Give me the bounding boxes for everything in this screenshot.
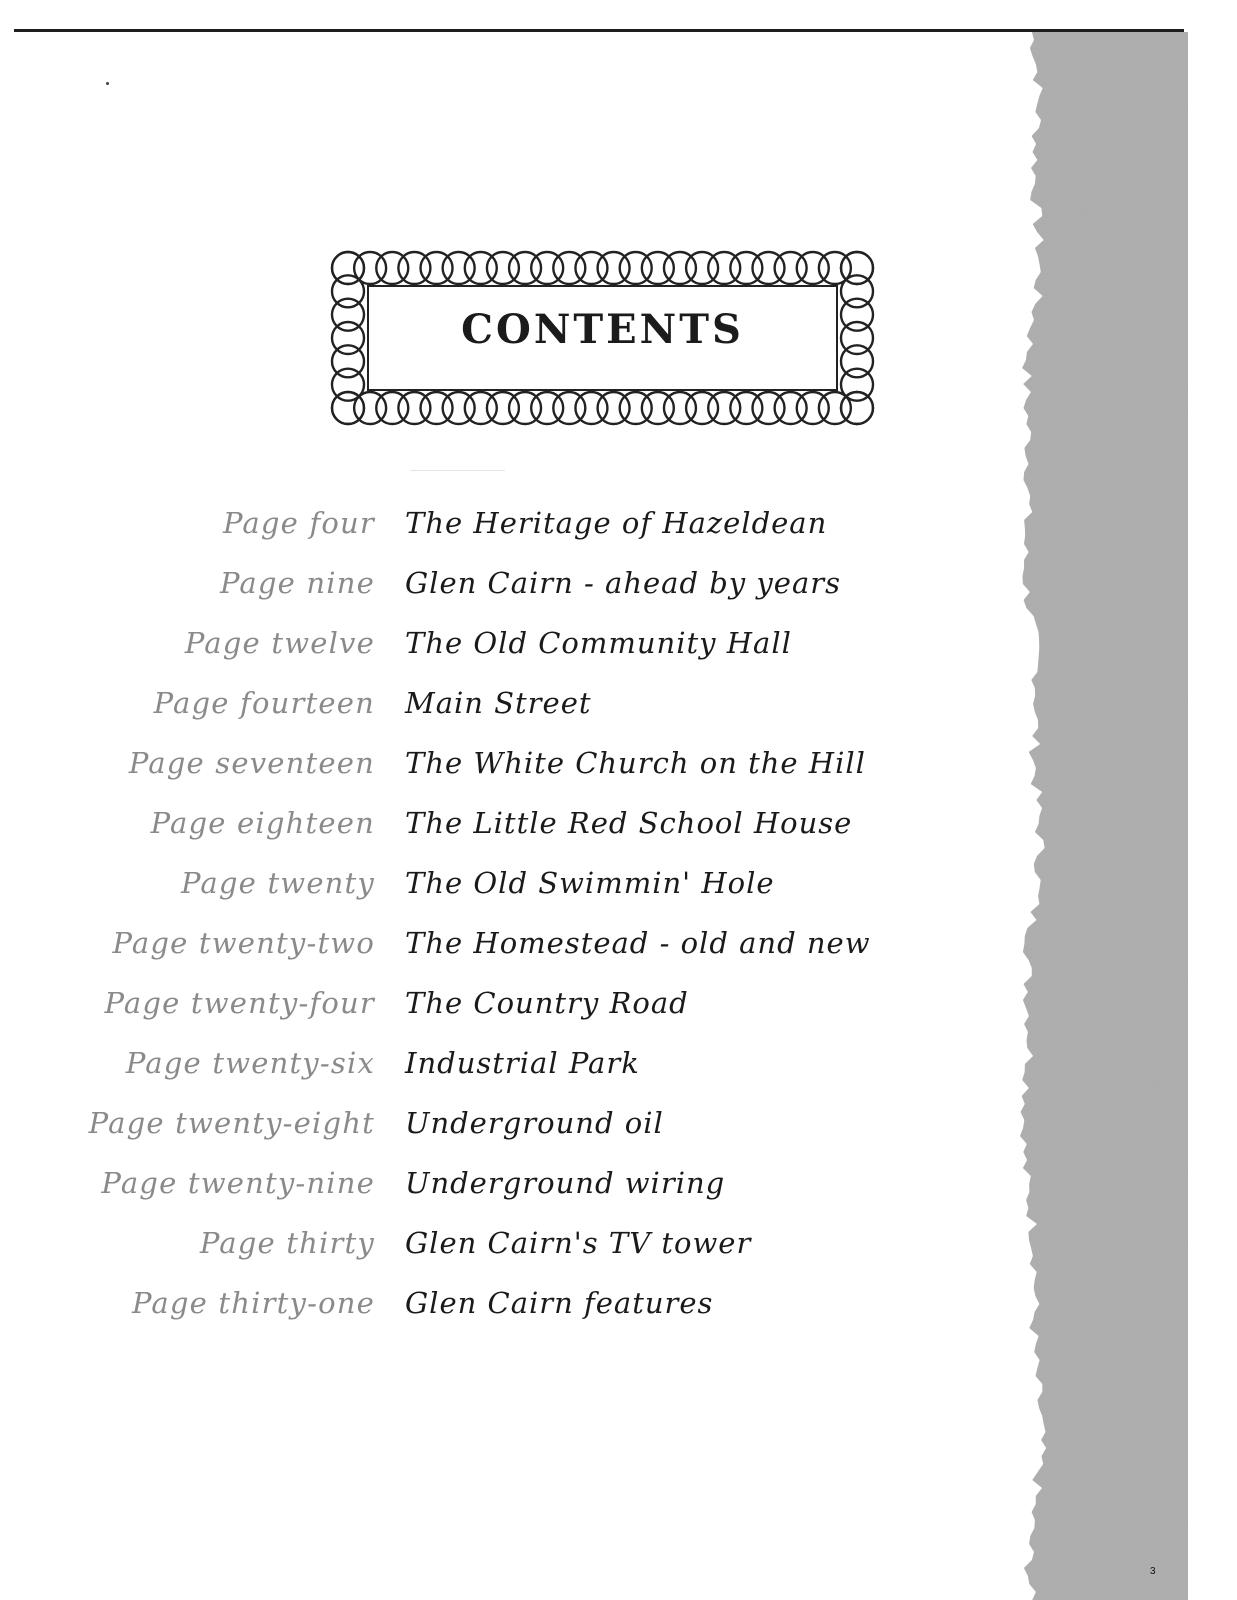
toc-title: The Old Swimmin' Hole bbox=[405, 866, 775, 900]
divider bbox=[410, 470, 505, 471]
toc-page-label: Page thirty bbox=[199, 1226, 375, 1260]
print-speck bbox=[106, 82, 109, 85]
toc-page-label: Page fourteen bbox=[153, 686, 375, 720]
toc-page-label: Page nine bbox=[219, 566, 375, 600]
toc-entry[interactable] bbox=[0, 1220, 1000, 1280]
toc-title: The Little Red School House bbox=[405, 806, 853, 840]
toc-page-label: Page twelve bbox=[184, 626, 375, 660]
toc-entry[interactable] bbox=[0, 560, 1000, 620]
page-number: 3 bbox=[1150, 1566, 1156, 1577]
toc-entry[interactable] bbox=[0, 920, 1000, 980]
toc-entry[interactable] bbox=[0, 1100, 1000, 1160]
toc-entry[interactable] bbox=[0, 620, 1000, 680]
toc-title: The Old Community Hall bbox=[405, 626, 792, 660]
contents-heading: CONTENTS bbox=[461, 306, 744, 353]
toc-entry[interactable] bbox=[0, 500, 1000, 560]
toc-title: The Country Road bbox=[405, 986, 689, 1020]
toc-title: The Heritage of Hazeldean bbox=[405, 506, 828, 540]
toc-page-label: Page twenty-two bbox=[112, 926, 375, 960]
toc-title: Glen Cairn's TV tower bbox=[405, 1226, 752, 1260]
toc-entry[interactable] bbox=[0, 980, 1000, 1040]
toc-title: Underground oil bbox=[405, 1106, 664, 1140]
toc-title: Main Street bbox=[405, 686, 592, 720]
toc-page-label: Page twenty-six bbox=[125, 1046, 375, 1080]
toc-title: The White Church on the Hill bbox=[405, 746, 866, 780]
toc-page-label: Page twenty-nine bbox=[101, 1166, 375, 1200]
toc-title: Underground wiring bbox=[405, 1166, 726, 1200]
toc-entry[interactable] bbox=[0, 800, 1000, 860]
toc-title: The Homestead - old and new bbox=[405, 926, 871, 960]
table-of-contents bbox=[0, 500, 1000, 1340]
toc-page-label: Page eighteen bbox=[150, 806, 375, 840]
toc-page-label: Page twenty bbox=[181, 866, 375, 900]
toc-entry[interactable] bbox=[0, 1160, 1000, 1220]
toc-entry[interactable] bbox=[0, 1280, 1000, 1340]
toc-entry[interactable] bbox=[0, 1040, 1000, 1100]
toc-entry[interactable] bbox=[0, 860, 1000, 920]
toc-page-label: Page seventeen bbox=[128, 746, 375, 780]
toc-page-label: Page twenty-four bbox=[104, 986, 375, 1020]
toc-page-label: Page thirty-one bbox=[131, 1286, 375, 1320]
toc-title: Glen Cairn - ahead by years bbox=[405, 566, 841, 600]
torn-paper-strip bbox=[1018, 32, 1188, 1600]
toc-page-label: Page twenty-eight bbox=[88, 1106, 375, 1140]
toc-entry[interactable] bbox=[0, 680, 1000, 740]
toc-title: Industrial Park bbox=[405, 1046, 640, 1080]
toc-entry[interactable] bbox=[0, 740, 1000, 800]
toc-page-label: Page four bbox=[223, 506, 375, 540]
top-rule bbox=[14, 29, 1184, 32]
toc-title: Glen Cairn features bbox=[405, 1286, 714, 1320]
